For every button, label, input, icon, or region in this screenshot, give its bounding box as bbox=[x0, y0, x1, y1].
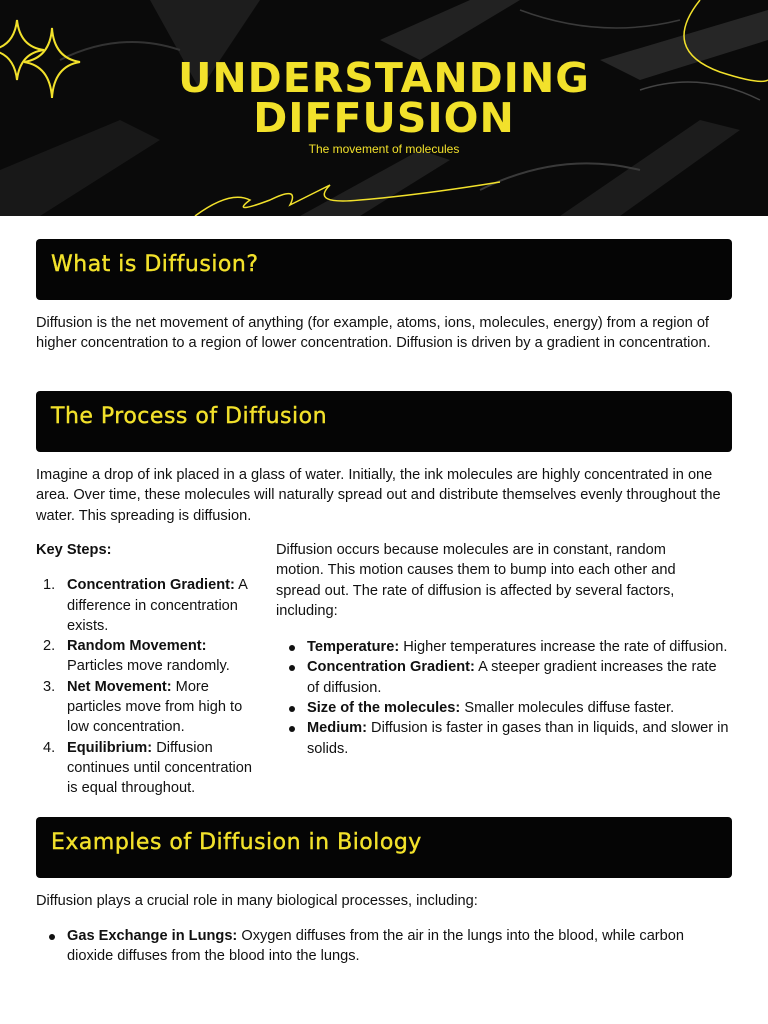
example-text: Oxygen diffuses from the air in the lungs into the blood, while carbon dioxide diffuses from the blood into the lungs. bbox=[67, 928, 685, 965]
step-number: 4. bbox=[43, 739, 56, 756]
title-line-1: UNDERSTANDING bbox=[178, 54, 590, 102]
section-heading: Examples of Diffusion in Biology bbox=[51, 830, 422, 855]
hero-banner bbox=[0, 0, 768, 216]
list-item bbox=[36, 738, 266, 799]
page-subtitle: The movement of molecules bbox=[308, 142, 460, 156]
example-term: Gas Exchange in Lungs: bbox=[67, 928, 238, 944]
title-line-2: DIFFUSION bbox=[253, 94, 515, 142]
list-item bbox=[36, 636, 266, 677]
step-text: More particles move from high to low concentration. bbox=[67, 678, 243, 736]
section-paragraph: Diffusion is the net movement of anything (for example, atoms, ions, molecules, energy) from a region of higher concentration to a region of lower concentration. Diffusion is driven by a gradient in concentration. bbox=[36, 315, 711, 352]
list-item bbox=[276, 698, 732, 718]
section-paragraph: Diffusion plays a crucial role in many biological processes, including: bbox=[36, 893, 478, 909]
list-item bbox=[36, 677, 266, 738]
factors-intro: Diffusion occurs because molecules are in constant, random motion. This motion causes them to bump into each other and spread out. The rate of diffusion is affected by several factors, including: bbox=[276, 542, 676, 619]
list-item bbox=[276, 718, 732, 759]
factor-text: Higher temperatures increase the rate of diffusion. bbox=[399, 639, 728, 656]
list-item bbox=[36, 926, 732, 967]
factors-list bbox=[276, 637, 732, 759]
list-item bbox=[276, 657, 732, 698]
page-title bbox=[0, 54, 768, 142]
step-number: 3. bbox=[43, 678, 56, 695]
factor-term: Medium: bbox=[307, 720, 367, 737]
list-item bbox=[36, 575, 266, 636]
step-text: A difference in concentration exists. bbox=[67, 577, 248, 634]
section-paragraph: Imagine a drop of ink placed in a glass of water. Initially, the ink molecules are highly concentrated in one area. Over time, these molecules will naturally spread out and distribute themselves evenly throughout the water. This spreading is diffusion. bbox=[36, 467, 721, 524]
examples-list bbox=[36, 926, 732, 967]
section-header-examples bbox=[36, 817, 732, 878]
key-steps-heading: Key Steps: bbox=[36, 542, 112, 558]
factor-term: Size of the molecules: bbox=[307, 700, 461, 717]
step-term: Random Movement: bbox=[67, 638, 207, 655]
list-item bbox=[276, 637, 732, 657]
step-term: Concentration Gradient: bbox=[67, 577, 235, 594]
section-header-process bbox=[36, 391, 732, 452]
factor-term: Concentration Gradient: bbox=[307, 659, 475, 676]
section-header-what-is bbox=[36, 239, 732, 300]
step-number: 1. bbox=[43, 577, 56, 594]
section-heading: The Process of Diffusion bbox=[51, 404, 328, 429]
factor-text: Smaller molecules diffuse faster. bbox=[460, 700, 675, 717]
step-text: Particles move randomly. bbox=[67, 658, 230, 675]
factor-text: A steeper gradient increases the rate of diffusion. bbox=[307, 659, 717, 696]
step-text: Diffusion continues until concentration is equal throughout. bbox=[67, 739, 252, 797]
step-number: 2. bbox=[43, 638, 56, 655]
key-steps-list bbox=[36, 575, 266, 798]
key-steps-column bbox=[36, 540, 266, 799]
factors-column bbox=[276, 540, 732, 759]
factor-text: Diffusion is faster in gases than in liquids, and slower in solids. bbox=[307, 720, 729, 757]
factor-term: Temperature: bbox=[307, 639, 400, 656]
step-term: Equilibrium: bbox=[67, 739, 153, 756]
step-term: Net Movement: bbox=[67, 678, 172, 695]
section-heading: What is Diffusion? bbox=[51, 252, 259, 277]
